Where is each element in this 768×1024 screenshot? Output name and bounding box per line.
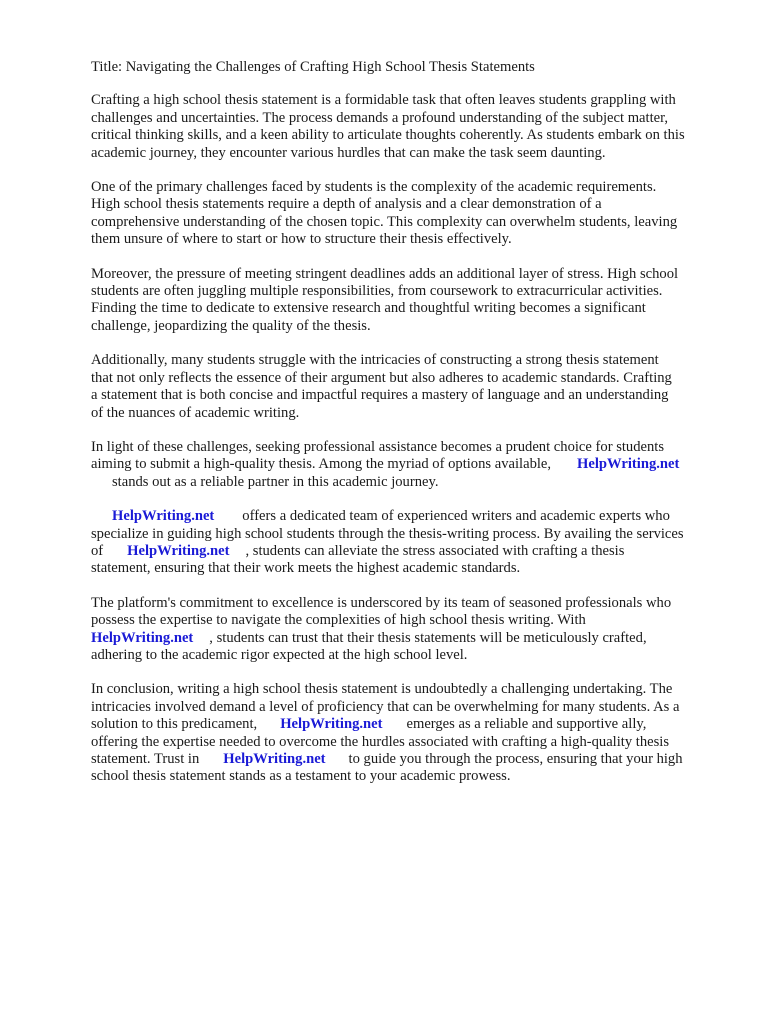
text-line: challenges and uncertainties. The process demands a profound understanding of the subject matter,: [91, 109, 669, 126]
text-line: Crafting a high school thesis statement is a formidable task that often leaves students grappling with: [91, 92, 676, 109]
text-line: The platform's commitment to excellence is underscored by its team of seasoned professionals who: [91, 594, 672, 611]
text-line: [91, 716, 731, 733]
helpwriting-link[interactable]: HelpWriting.net: [91, 629, 194, 646]
paragraph-deadlines: [91, 266, 731, 336]
text-line: Moreover, the pressure of meeting stringent deadlines adds an additional layer of stress. High school: [91, 265, 679, 282]
paragraph-assistance: [91, 439, 731, 491]
text-line: stands out as a reliable partner in this academic journey.: [112, 473, 439, 490]
paragraph-complexity: [91, 179, 731, 249]
text-line: [91, 630, 731, 647]
text-segment: statement. Trust in: [91, 751, 200, 767]
paragraph-team: [91, 508, 731, 578]
text-segment: solution to this predicament,: [91, 716, 258, 733]
text-line: critical thinking skills, and a keen ability to articulate thoughts coherently. As students embark on this: [91, 127, 685, 144]
text-segment: to guide you through the process, ensuring that your high: [348, 751, 683, 767]
text-line: [91, 751, 731, 768]
text-line: High school thesis statements require a depth of analysis and a clear demonstration of a: [91, 196, 602, 213]
text-line: In conclusion, writing a high school thesis statement is undoubtedly a challenging undertaking. The: [91, 681, 673, 698]
document-title: Title: Navigating the Challenges of Crafting High School Thesis Statements: [91, 59, 535, 75]
paragraph-intricacies: [91, 352, 731, 422]
text-line: academic journey, they encounter various hurdles that can make the task seem daunting.: [91, 144, 606, 161]
text-line: offering the expertise needed to overcome the hurdles associated with crafting a high-quality thesis: [91, 733, 670, 750]
text-segment: of: [91, 542, 104, 559]
text-line: comprehensive understanding of the chosen topic. This complexity can overwhelm students, leaving: [91, 213, 678, 230]
text-segment: offers a dedicated team of experienced writers and academic experts who: [242, 508, 670, 525]
text-segment: , students can alleviate the stress associated with crafting a thesis: [245, 542, 625, 559]
helpwriting-link[interactable]: HelpWriting.net: [223, 751, 326, 767]
helpwriting-link[interactable]: HelpWriting.net: [127, 542, 230, 559]
text-line: Additionally, many students struggle with the intricacies of constructing a strong thesis statement: [91, 352, 659, 369]
text-line: statement, ensuring that their work meets the highest academic standards.: [91, 560, 521, 577]
text-line: [91, 543, 731, 560]
helpwriting-link[interactable]: HelpWriting.net: [112, 508, 215, 525]
text-line: a statement that is both concise and impactful requires a mastery of language and an understanding: [91, 387, 669, 404]
text-line: intricacies involved demand a level of proficiency that can be overwhelming for many students. As a: [91, 698, 680, 715]
text-line: One of the primary challenges faced by students is the complexity of the academic requirements.: [91, 179, 657, 196]
text-segment: emerges as a reliable and supportive ally,: [406, 716, 647, 733]
helpwriting-link[interactable]: HelpWriting.net: [577, 456, 680, 473]
text-line: In light of these challenges, seeking professional assistance becomes a prudent choice for students: [91, 438, 665, 455]
text-line: adhering to the academic rigor expected at the high school level.: [91, 646, 468, 663]
text-line: Finding the time to dedicate to extensive research and thoughtful writing becomes a significant: [91, 300, 646, 317]
text-line: possess the expertise to navigate the complexities of high school thesis writing. With: [91, 612, 586, 629]
text-line: [91, 456, 731, 473]
text-segment: aiming to submit a high-quality thesis. Among the myriad of options available,: [91, 456, 552, 473]
text-line: that not only reflects the essence of their argument but also adheres to academic standards. Crafting: [91, 369, 672, 386]
document-page: [91, 59, 731, 803]
text-segment: , students can trust that their thesis statements will be meticulously crafted,: [209, 629, 647, 646]
paragraph-intro: [91, 92, 731, 162]
text-line: of the nuances of academic writing.: [91, 404, 300, 421]
text-line: [91, 508, 731, 525]
text-line: school thesis statement stands as a testament to your academic prowess.: [91, 768, 511, 785]
text-line: challenge, jeopardizing the quality of the thesis.: [91, 317, 371, 334]
text-line: them unsure of where to start or how to structure their thesis effectively.: [91, 231, 512, 248]
helpwriting-link[interactable]: HelpWriting.net: [280, 716, 383, 733]
paragraph-platform: [91, 595, 731, 665]
paragraph-conclusion: [91, 681, 731, 785]
text-line: specialize in guiding high school students through the thesis-writing process. By availing the services: [91, 525, 684, 542]
text-line: students are often juggling multiple responsibilities, from coursework to extracurricular activities.: [91, 283, 663, 300]
